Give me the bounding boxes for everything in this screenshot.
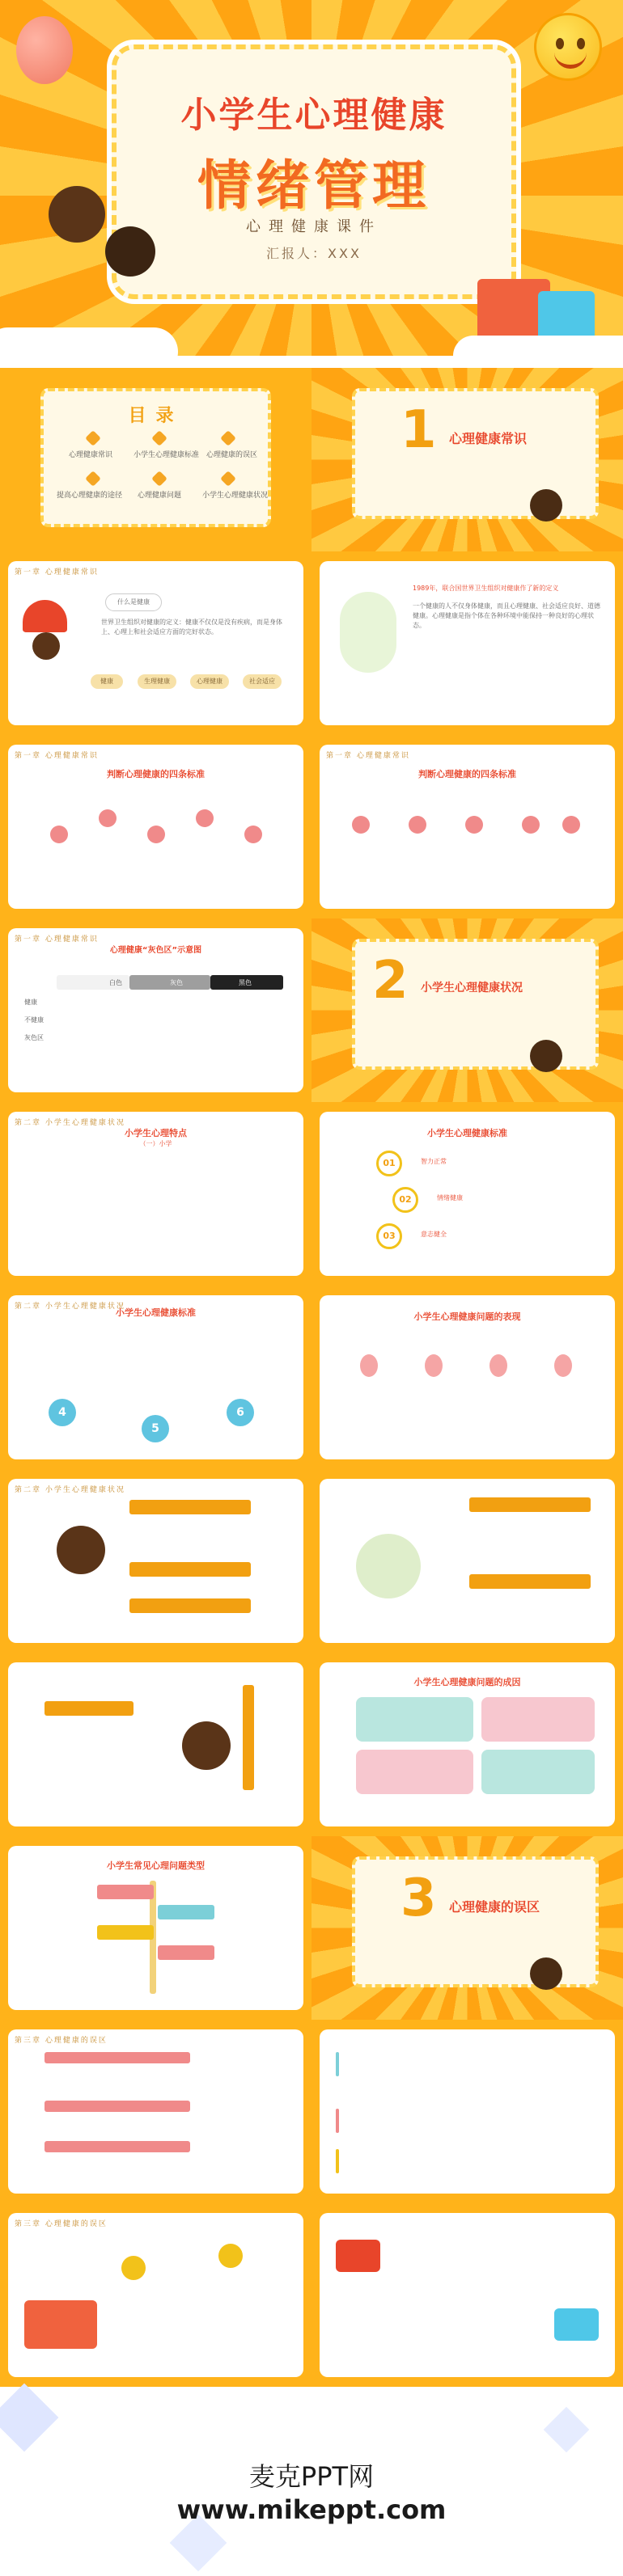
heading-bar (469, 1574, 591, 1589)
slide-problem-types (0, 1836, 312, 2020)
heading-bar (44, 2052, 190, 2063)
eq-social: 社会适应 (243, 674, 282, 689)
balloon-icon (490, 1354, 507, 1377)
toc-title: 目录 (128, 406, 184, 426)
slide-who-definition (312, 551, 623, 735)
slide-standards (312, 1102, 623, 1286)
toc-item[interactable]: 心理健康常识 (69, 451, 113, 459)
item-label: 智力正常 (421, 1158, 447, 1165)
slide-header: 第一章 心理健康常识 (15, 568, 99, 576)
cover-title: 小学生心理健康 (180, 95, 447, 136)
slide-causes (312, 1653, 623, 1836)
kid-boy-icon (105, 226, 155, 277)
flower-number: 5 (142, 1415, 169, 1442)
smiley-eye (556, 38, 564, 49)
heading-bar (129, 1598, 251, 1613)
toc-item[interactable]: 心理健康问题 (138, 492, 182, 500)
step-dot (409, 816, 426, 834)
info-box (356, 1697, 473, 1742)
slide-header: 第一章 心理健康常识 (326, 752, 410, 760)
accent-line (336, 2149, 339, 2173)
zone-label: 灰色 (170, 979, 183, 986)
cloud (453, 336, 623, 356)
site-url[interactable]: www.mikeppt.com (176, 2494, 447, 2525)
slide-title: 小学生心理健康问题的表现 (413, 1311, 521, 1322)
row-label: 健康 (24, 999, 37, 1006)
cover-card (112, 44, 516, 299)
slide-section-1 (312, 368, 623, 551)
toc-item[interactable]: 小学生心理健康标准 (134, 451, 200, 459)
slide-section-2 (312, 918, 623, 1102)
kid-icon (530, 489, 562, 522)
info-box (481, 1697, 595, 1742)
smiley-eye (577, 38, 585, 49)
slide-header: 第一章 心理健康常识 (15, 752, 99, 760)
speech-bubble: 什么是健康 (105, 593, 162, 611)
kid-icon (530, 1957, 562, 1990)
kid-girl-icon (49, 186, 105, 243)
zone-label: 黑色 (239, 979, 252, 986)
item-label: 情绪健康 (437, 1194, 463, 1201)
eq-mental: 心理健康 (190, 674, 229, 689)
sign-arrow (158, 1905, 214, 1919)
sign-arrow (97, 1925, 154, 1940)
slide-title: 小学生心理健康问题的成因 (413, 1677, 521, 1687)
slide-grey-zone (0, 918, 312, 1102)
section-number: 1 (400, 400, 437, 460)
slide-title: 小学生心理健康标准 (427, 1128, 507, 1138)
row-label: 灰色区 (24, 1034, 44, 1041)
slide-header: 第三章 心理健康的误区 (15, 2037, 108, 2045)
eq-health: 健康 (91, 674, 123, 689)
info-box (481, 1750, 595, 1794)
kid-icon (32, 632, 60, 660)
slide-title: 心理健康“灰色区”示意图 (109, 946, 202, 955)
slide-header: 第一章 心理健康常识 (15, 935, 99, 944)
slide-criteria-a (0, 735, 312, 918)
definition-text: 世界卫生组织对健康的定义：健康不仅仅是没有疾病，而是身体上、心理上和社会适应方面的完好状态。 (101, 619, 282, 636)
books-icon (336, 2240, 380, 2272)
slide-problems-b (312, 1469, 623, 1653)
balloon-icon (360, 1354, 378, 1377)
slide-title: 小学生常见心理问题类型 (107, 1860, 205, 1871)
tulip-icon (340, 592, 396, 673)
slide-problems-c (0, 1653, 312, 1836)
step-dot (50, 826, 68, 843)
step-dot (522, 816, 540, 834)
slide-text: 一个健康的人不仅身体健康，而且心理健康、社会适应良好、道德健康。心理健康是指个体在各种环境中能保持一种良好的心理状态。 (413, 602, 600, 629)
balloon-icon (554, 1354, 572, 1377)
item-badge: 02 (392, 1187, 418, 1213)
kid-garden-icon (356, 1534, 421, 1598)
accent-line (336, 2109, 339, 2133)
heading-bar (44, 2141, 190, 2152)
slide-misconceptions-d (312, 2203, 623, 2387)
item-badge: 03 (376, 1223, 402, 1249)
slide-subtitle: （一）小学 (139, 1140, 172, 1147)
step-dot (99, 809, 117, 827)
section-title: 心理健康常识 (449, 431, 528, 446)
section-number: 3 (400, 1869, 437, 1928)
cloud (0, 327, 178, 356)
section-title: 小学生心理健康状况 (421, 982, 523, 995)
slide-title: 小学生心理健康标准 (116, 1307, 196, 1318)
step-dot (352, 816, 370, 834)
item-label: 意志健全 (421, 1231, 447, 1238)
cover-slide (0, 0, 623, 356)
accent-line (336, 2052, 339, 2076)
toc-item[interactable]: 提高心理健康的途径 (57, 492, 123, 500)
eq-physical: 生理健康 (138, 674, 176, 689)
heading-bar (129, 1500, 251, 1514)
slide-problems-a (0, 1469, 312, 1653)
slide-section-3 (312, 1836, 623, 2020)
slide-title: 判断心理健康的四条标准 (107, 769, 205, 779)
slide-misconceptions-b (312, 2020, 623, 2203)
slide-title: 1989年，联合国世界卫生组织对健康作了新的定义 (413, 585, 559, 592)
kid-girl-icon (182, 1721, 231, 1770)
sign-arrow (97, 1885, 154, 1899)
cover-title-main: 情绪管理 (197, 154, 430, 217)
heading-bar (44, 2101, 190, 2112)
star-icon (121, 2256, 146, 2280)
sign-arrow (158, 1945, 214, 1960)
zone-label: 白色 (109, 979, 122, 986)
slide-header: 第三章 心理健康的误区 (15, 2220, 108, 2228)
site-name: 麦克PPT网 (248, 2461, 375, 2492)
balloon-icon (425, 1354, 443, 1377)
smiley-mouth (554, 53, 587, 69)
slide-characteristics (0, 1102, 312, 1286)
slide-misconceptions-a (0, 2020, 312, 2203)
flower-number: 4 (49, 1399, 76, 1426)
slide-health-definition (0, 551, 312, 735)
toc-item[interactable]: 心理健康的误区 (206, 451, 258, 459)
toc-item[interactable]: 小学生心理健康状况 (202, 492, 269, 500)
slide-misconceptions-c (0, 2203, 312, 2387)
info-box (356, 1750, 473, 1794)
balloon-icon (16, 16, 73, 84)
heading-bar (44, 1701, 134, 1716)
slide-toc (0, 368, 312, 551)
slide-header: 第二章 小学生心理健康状况 (15, 1119, 125, 1127)
pencil-icon (243, 1685, 254, 1790)
smiley-icon (534, 13, 602, 81)
step-dot (147, 826, 165, 843)
slide-standards-flowers (0, 1286, 312, 1469)
step-dot (196, 809, 214, 827)
section-number: 2 (372, 951, 409, 1011)
books-icon (24, 2300, 97, 2349)
cover-subtitle: 心理健康课件 (246, 218, 382, 235)
flower-number: 6 (227, 1399, 254, 1426)
step-dot (465, 816, 483, 834)
heading-bar (129, 1562, 251, 1577)
kid-icon (530, 1040, 562, 1072)
section-title: 心理健康的误区 (449, 1899, 540, 1915)
slide-header: 第二章 小学生心理健康状况 (15, 1486, 125, 1494)
row-label: 不健康 (24, 1016, 44, 1024)
deco-diamond (0, 2384, 58, 2452)
step-dot (244, 826, 262, 843)
cover-reporter: 汇报人：XXX (266, 246, 362, 261)
kid-reading-icon (57, 1526, 105, 1574)
slide-header: 第二章 小学生心理健康状况 (15, 1303, 125, 1311)
slide-balloons (312, 1286, 623, 1469)
item-badge: 01 (376, 1151, 402, 1176)
books-icon (554, 2308, 599, 2341)
star-icon (218, 2244, 243, 2268)
heading-bar (469, 1497, 591, 1512)
deco-diamond (544, 2407, 590, 2453)
slide-criteria-b (312, 735, 623, 918)
slide-title: 判断心理健康的四条标准 (418, 769, 516, 779)
slide-title: 小学生心理特点 (125, 1128, 187, 1138)
step-dot (562, 816, 580, 834)
